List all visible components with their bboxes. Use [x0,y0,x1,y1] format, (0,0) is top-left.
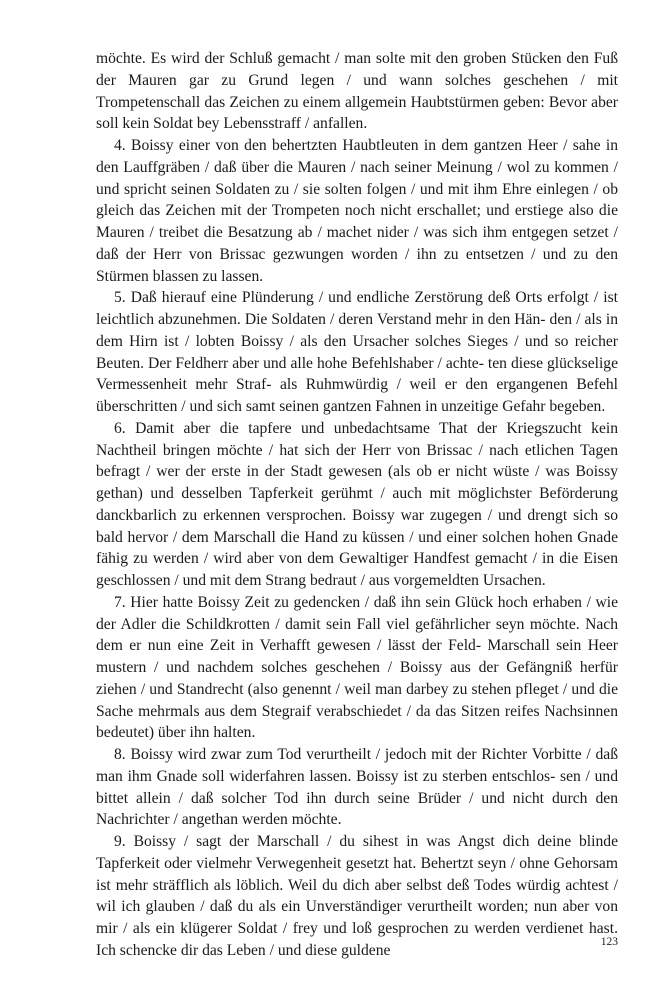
paragraph-continued: möchte. Es wird der Schluß gemacht / man solte mit den groben Stücken den Fuß der Mauren gar zu Grund legen / und wann solches geschehen / mit Trompetenschall das Zeichen zu einem allgemein Haubtstürmen geben: Bevor aber soll kein Soldat bey Lebensstraff / anfallen. [96,50,618,133]
paragraph-5: 5. Daß hierauf eine Plünderung / und endliche Zerstörung deß Orts erfolgt / ist leichtlich abzunehmen. Die Soldaten / deren Verstand mehr in den Hän- den / als in dem Hirn ist / lobten Boissy / als den Ursacher solches Sieges / und so reicher Beuten. Der Feldherr aber und alle hohe Befehlshaber / achte- ten diese glückselige Vermessenheit mehr Straf- als Ruhmwürdig / weil er den ergangenen Befehl überschritten / und sich samt seinen gantzen Fahnen in unzeitige Gefahr begeben. [96,289,618,415]
paragraph-4: 4. Boissy einer von den behertzten Haubtleuten in dem gantzen Heer / sahe in den Lauffgräben / daß über die Mauren / nach seiner Meinung / wol zu kommen / und spricht seinen Soldaten zu / sie solten folgen / und mit ihm Ehre einlegen / ob gleich das Zeichen mit der Trompeten noch nicht erschallet; und erstiege also die Mauren / treibet die Besatzung ab / machet nider / was sich ihm entgegen setzet / daß der Herr von Brissac gezwungen worden / ihn zu entsetzen / und zu den Stürmen blassen zu lassen. [96,137,618,285]
paragraph-9: 9. Boissy / sagt der Marschall / du sihest in was Angst dich deine blinde Tapferkeit oder vielmehr Verwegenheit gesetzt hat. Behertzt seyn / ohne Gehorsam ist mehr sträfflich als löblich. Weil du dich aber selbst deß Todes würdig achtest / wil ich glauben / daß du als ein Unverständiger verurtheilt worden; nun aber von mir / als ein klügerer Soldat / frey und loß gesprochen zu werden verdienet hast. Ich schencke dir das Leben / und diese guldene [96,833,618,959]
page-number: 123 [600,936,618,948]
page-text-block [96,48,618,962]
paragraph-7: 7. Hier hatte Boissy Zeit zu gedencken / daß ihn sein Glück hoch erhaben / wie der Adler die Schildkrotten / damit sein Fall viel gefährlicher seyn möchte. Nach dem er nun eine Zeit in Verhafft gewesen / lässt der Feld- Marschall sein Heer mustern / und nachdem solches geschehen / Boissy aus der Gefängniß herfür ziehen / und Standrecht (also genennt / weil man darbey zu stehen pfleget / und die Sache mehrmals aus dem Stegraif verabschiedet / da das Sitzen reifes Nachsinnen bedeutet) über ihn halten. [96,593,618,742]
paragraph-8: 8. Boissy wird zwar zum Tod verurtheilt / jedoch mit der Richter Vorbitte / daß man ihm Gnade soll widerfahren lassen. Boissy ist zu sterben entschlos- sen / und bittet allein / daß solcher Tod ihn durch seine Brüder / und nicht durch den Nachrichter / angethan werden möchte. [96,746,618,829]
paragraph-6: 6. Damit aber die tapfere und unbedachtsame That der Kriegszucht kein Nachtheil bringen möchte / hat sich der Herr von Brissac / nach etlichen Tagen befragt / wer der erste in der Stadt gewesen (als ob er nicht wüste / was Boissy gethan) und desselben Tapferkeit gerühmt / auch mit möglichster Beförderung danckbarlich zu erkennen versprochen. Boissy war zugegen / und drengt sich so bald hervor / dem Marschall die Hand zu küssen / und einer solchen hohen Gnade fähig zu werden / wird aber von dem Gewaltiger Handfest gemacht / in die Eisen geschlossen / und mit dem Strang bedraut / aus vorgemeldten Ursachen. [96,419,618,589]
